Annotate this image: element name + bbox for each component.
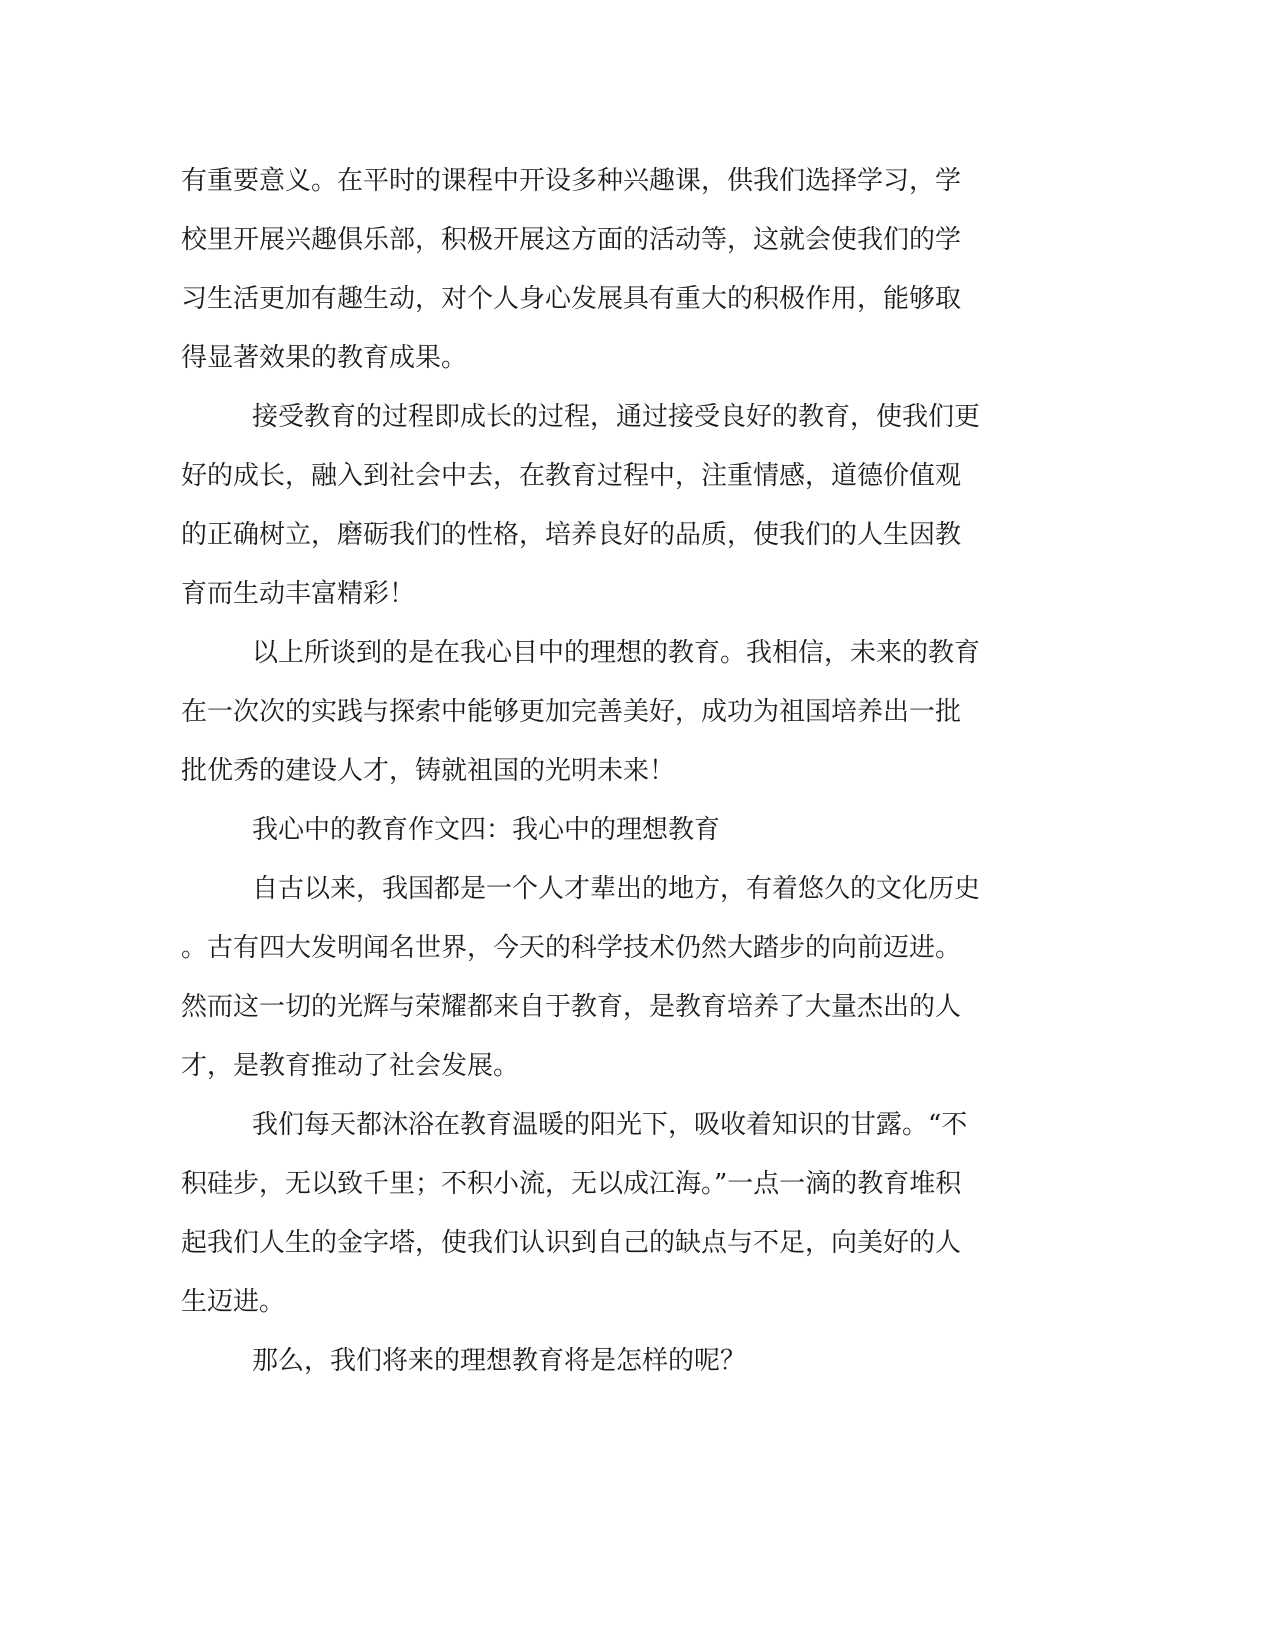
paragraph-first-line: 那么，我们将来的理想教育将是怎样的呢？ — [252, 1346, 747, 1376]
text-line: 得显著效果的教育成果。 — [181, 343, 468, 373]
text-line: 才，是教育推动了社会发展。 — [181, 1051, 520, 1081]
text-line: 。古有四大发明闻名世界，今天的科学技术仍然大踏步的向前迈进。 — [181, 933, 962, 963]
text-line: 育而生动丰富精彩！ — [181, 579, 416, 609]
text-line: 批优秀的建设人才，铸就祖国的光明未来！ — [181, 756, 676, 786]
text-line: 习生活更加有趣生动，对个人身心发展具有重大的积极作用，能够取 — [181, 284, 962, 314]
text-line: 然而这一切的光辉与荣耀都来自于教育，是教育培养了大量杰出的人 — [181, 992, 962, 1022]
paragraph-first-line: 以上所谈到的是在我心目中的理想的教育。我相信，未来的教育 — [252, 638, 981, 668]
section-heading: 我心中的教育作文四：我心中的理想教育 — [252, 815, 721, 845]
text-line: 的正确树立，磨砺我们的性格，培养良好的品质，使我们的人生因教 — [181, 520, 962, 550]
text-line: 有重要意义。在平时的课程中开设多种兴趣课，供我们选择学习，学 — [181, 166, 962, 196]
paragraph-first-line: 我们每天都沐浴在教育温暖的阳光下，吸收着知识的甘露。“不 — [252, 1110, 968, 1140]
paragraph-first-line: 接受教育的过程即成长的过程，通过接受良好的教育，使我们更 — [252, 402, 981, 432]
text-line: 生迈进。 — [181, 1287, 286, 1317]
text-line: 起我们人生的金字塔，使我们认识到自己的缺点与不足，向美好的人 — [181, 1228, 962, 1258]
text-line: 在一次次的实践与探索中能够更加完善美好，成功为祖国培养出一批 — [181, 697, 962, 727]
text-line: 积硅步，无以致千里；不积小流，无以成江海。”一点一滴的教育堆积 — [181, 1169, 962, 1199]
paragraph-first-line: 自古以来，我国都是一个人才辈出的地方，有着悠久的文化历史 — [252, 874, 981, 904]
text-line: 好的成长，融入到社会中去，在教育过程中，注重情感，道德价值观 — [181, 461, 962, 491]
text-line: 校里开展兴趣俱乐部，积极开展这方面的活动等，这就会使我们的学 — [181, 225, 962, 255]
